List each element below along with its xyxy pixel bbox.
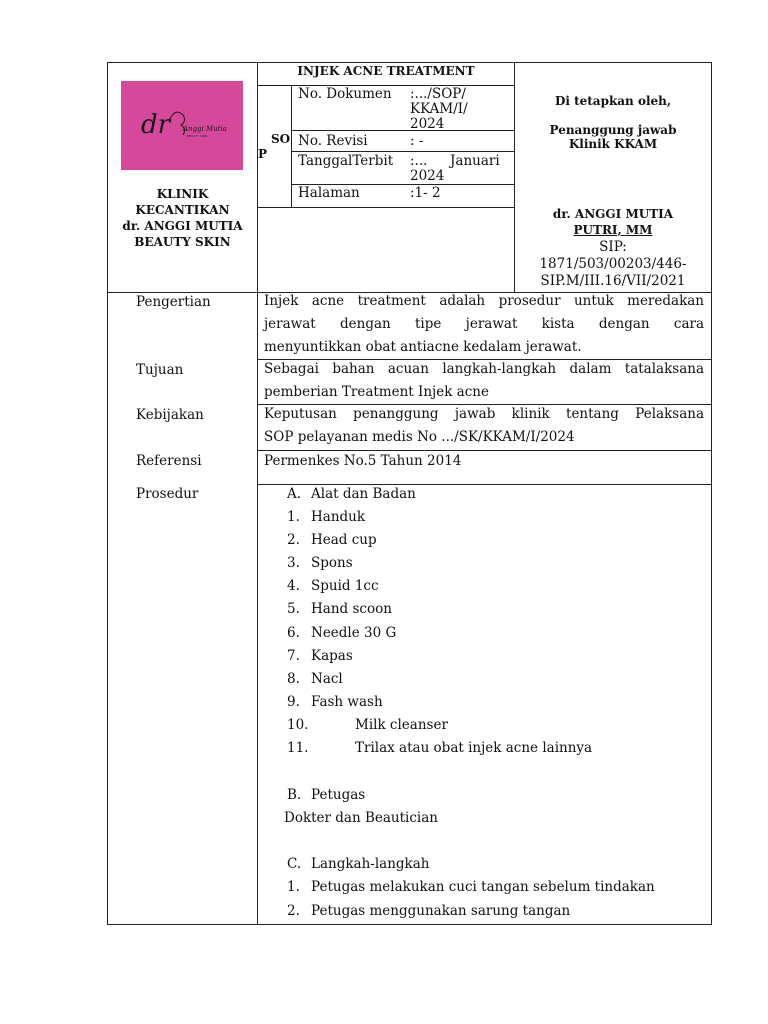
tool-text: Handuk	[311, 509, 366, 525]
svg-text:BEAUTY SKIN: BEAUTY SKIN	[187, 134, 207, 138]
issue-date-value-a: :...	[410, 153, 428, 169]
section-c-marker: C.	[287, 856, 302, 872]
tool-number: 9.	[287, 693, 300, 710]
step-number: 2.	[287, 902, 300, 919]
section-a-marker: A.	[287, 486, 302, 502]
tool-number: 7.	[287, 647, 300, 664]
pengertian-line-1: Injek acne treatment adalah prosedur untuk meredakan	[264, 293, 704, 309]
doc-number-value-2: KKAM/I/	[410, 101, 468, 117]
section-a-title: Alat dan Badan	[311, 486, 416, 502]
tool-number: 4.	[287, 578, 300, 595]
svg-text:Anggi Mutia: Anggi Mutia	[183, 125, 227, 133]
tool-text: Kapas	[311, 647, 353, 664]
kebijakan-text	[264, 403, 704, 449]
tool-item	[287, 625, 396, 642]
tool-text: Nacl	[311, 670, 343, 687]
tool-number: 6.	[287, 624, 300, 641]
pengertian-label: Pengertian	[136, 294, 211, 310]
tujuan-label: Tujuan	[136, 362, 184, 378]
sip-number-2: SIP.M/III.16/VII/2021	[540, 273, 686, 289]
step-text: Petugas menggunakan sarung tangan	[311, 902, 571, 919]
tujuan-text	[264, 358, 704, 404]
tool-item	[287, 717, 448, 734]
tool-text: Trilax atau obat injek acne lainnya	[355, 740, 593, 756]
issue-date-value-b: Januari	[450, 153, 500, 169]
prosedur-label: Prosedur	[136, 486, 199, 502]
sip-label: SIP:	[599, 239, 627, 255]
section-c-heading	[287, 856, 429, 873]
tool-text: Milk cleanser	[355, 716, 448, 733]
issue-date-value-c: 2024	[410, 168, 445, 184]
page-value: :1- 2	[410, 185, 441, 201]
set-by-label: Di tetapkan oleh,	[554, 94, 672, 108]
section-b-text: Dokter dan Beautician	[284, 810, 438, 826]
clinic-name-1: KLINIK	[156, 187, 209, 201]
clinic-logo	[121, 81, 243, 170]
step-item	[287, 903, 570, 920]
tool-item	[287, 740, 592, 757]
responsible-label-2: Klinik KKAM	[568, 137, 658, 151]
tool-item	[287, 555, 353, 572]
page-label: Halaman	[298, 185, 360, 201]
sop-label-2: P	[258, 147, 268, 161]
svg-text:dr: dr	[141, 110, 171, 140]
pengertian-text	[264, 290, 704, 359]
tool-number: 10.	[287, 716, 309, 733]
tool-number: 5.	[287, 601, 300, 618]
clinic-name-3: dr. ANGGI MUTIA	[122, 219, 243, 233]
tool-item	[287, 648, 353, 665]
tool-text: Hand scoon	[311, 601, 392, 618]
revision-label: No. Revisi	[298, 133, 368, 149]
section-b-marker: B.	[287, 787, 302, 803]
step-item	[287, 879, 655, 896]
document-title: INJEK ACNE TREATMENT	[297, 64, 475, 78]
tool-item	[287, 509, 365, 526]
revision-value: : -	[410, 133, 424, 149]
tujuan-line-1: Sebagai bahan acuan langkah-langkah dalam tatalaksana	[264, 361, 704, 377]
step-number: 1.	[287, 879, 300, 895]
tool-item	[287, 532, 377, 549]
tool-text: Spuid 1cc	[311, 578, 379, 595]
responsible-label-1: Penanggung jawab	[549, 123, 677, 137]
tool-number: 11.	[287, 740, 309, 756]
tool-item	[287, 671, 343, 688]
doc-number-label: No. Dokumen	[298, 86, 392, 102]
tool-item	[287, 694, 383, 711]
tool-text: Spons	[311, 555, 353, 572]
kebijakan-line-1: Keputusan penanggung jawab klinik tentang Pelaksana	[264, 406, 704, 422]
signer-name-1: dr. ANGGI MUTIA	[552, 207, 674, 221]
tool-number: 2.	[287, 532, 300, 549]
pengertian-line-2: jerawat dengan tipe jerawat kista dengan cara	[264, 316, 704, 332]
sop-label-1: SO	[271, 132, 291, 146]
tool-number: 3.	[287, 555, 300, 572]
logo-mark	[121, 81, 243, 170]
section-a-heading	[287, 486, 416, 503]
clinic-name-4: BEAUTY SKIN	[134, 235, 231, 249]
clinic-name-2: KECANTIKAN	[135, 203, 230, 217]
sip-number-1: 1871/503/00203/446-	[539, 256, 687, 272]
signer-name-2: PUTRI, MM	[573, 223, 653, 237]
referensi-label: Referensi	[136, 453, 202, 469]
tujuan-line-2: pemberian Treatment Injek acne	[264, 384, 489, 400]
doc-number-value-1: :.../SOP/	[410, 86, 466, 102]
section-b-heading	[287, 787, 365, 804]
issue-date-label: TanggalTerbit	[298, 153, 394, 169]
referensi-text: Permenkes No.5 Tahun 2014	[264, 453, 462, 469]
pengertian-line-3: menyuntikkan obat antiacne kedalam jerawat.	[264, 339, 582, 355]
tool-number: 8.	[287, 670, 300, 687]
kebijakan-label: Kebijakan	[136, 407, 204, 423]
tool-item	[287, 578, 379, 595]
tool-text: Head cup	[311, 532, 377, 549]
section-b-title: Petugas	[311, 787, 366, 803]
doc-number-value-3: 2024	[410, 116, 445, 132]
tool-text: Fash wash	[311, 693, 383, 710]
section-c-title: Langkah-langkah	[311, 856, 430, 872]
tool-number: 1.	[287, 509, 300, 525]
step-text: Petugas melakukan cuci tangan sebelum tindakan	[311, 879, 655, 895]
kebijakan-line-2: SOP pelayanan medis No .../SK/KKAM/I/2024	[264, 429, 575, 445]
tool-text: Needle 30 G	[311, 624, 397, 641]
tool-item	[287, 601, 392, 618]
